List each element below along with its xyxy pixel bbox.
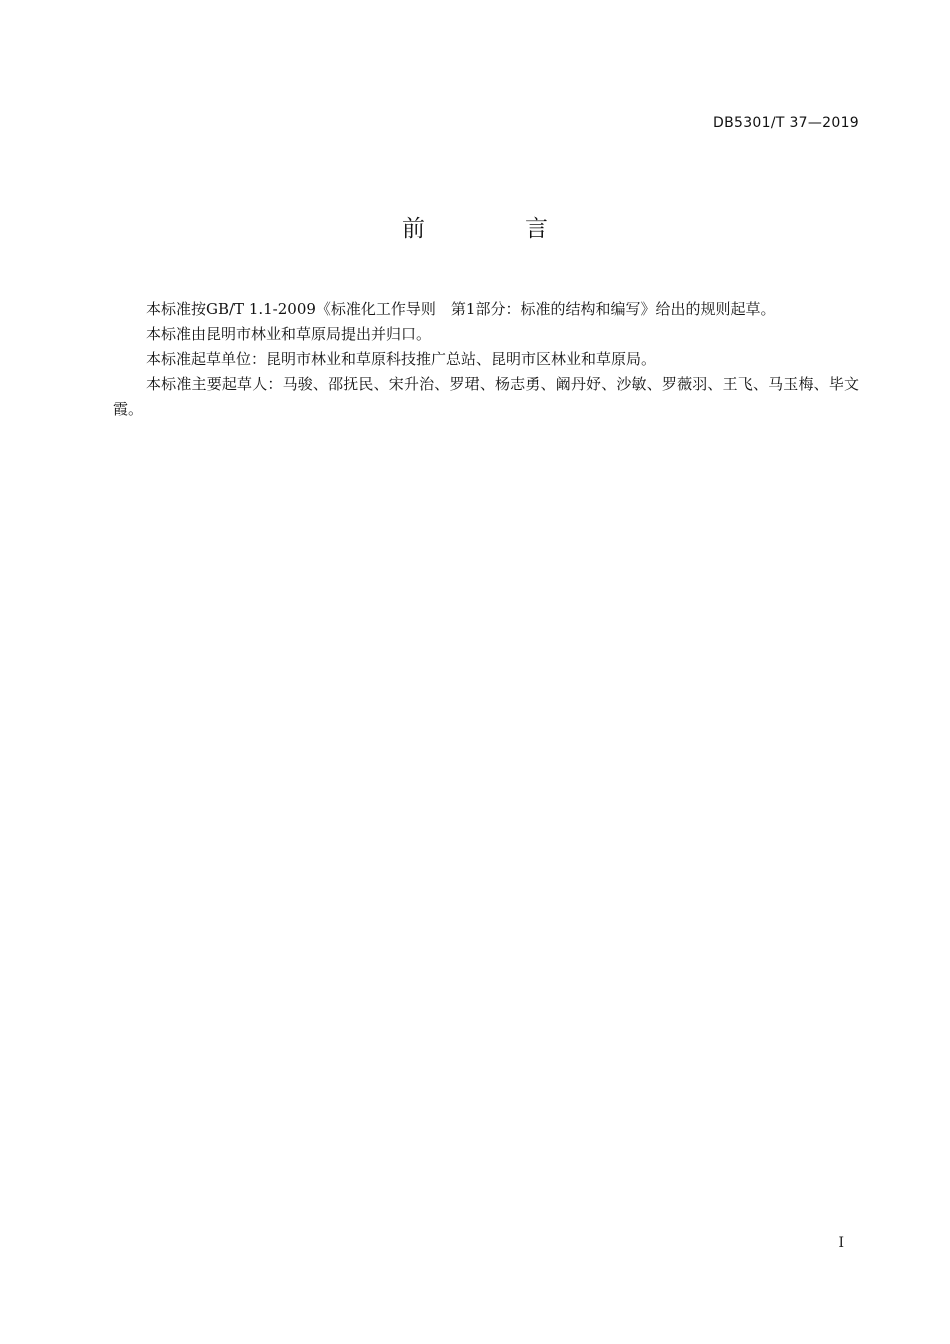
title-char-2: 言	[525, 216, 548, 242]
standard-code: DB5301/T 37—2019	[713, 115, 859, 131]
page-number: I	[838, 1235, 844, 1251]
paragraph-drafters: 本标准主要起草人：马骏、邵抚民、宋升治、罗珺、杨志勇、阚丹妤、沙敏、罗薇羽、王飞、马玉梅、毕文霞。	[113, 375, 859, 418]
page-title	[0, 210, 950, 243]
paragraph-proposer: 本标准由昆明市林业和草原局提出并归口。	[146, 325, 432, 343]
paragraph-drafting-rules: 本标准按GB/T 1.1-2009《标准化工作导则 第1部分：标准的结构和编写》给出的规则起草。	[146, 300, 776, 318]
foreword-body	[113, 297, 859, 422]
paragraph-drafting-units: 本标准起草单位：昆明市林业和草原科技推广总站、昆明市区林业和草原局。	[146, 350, 657, 368]
title-char-1: 前	[402, 216, 425, 242]
